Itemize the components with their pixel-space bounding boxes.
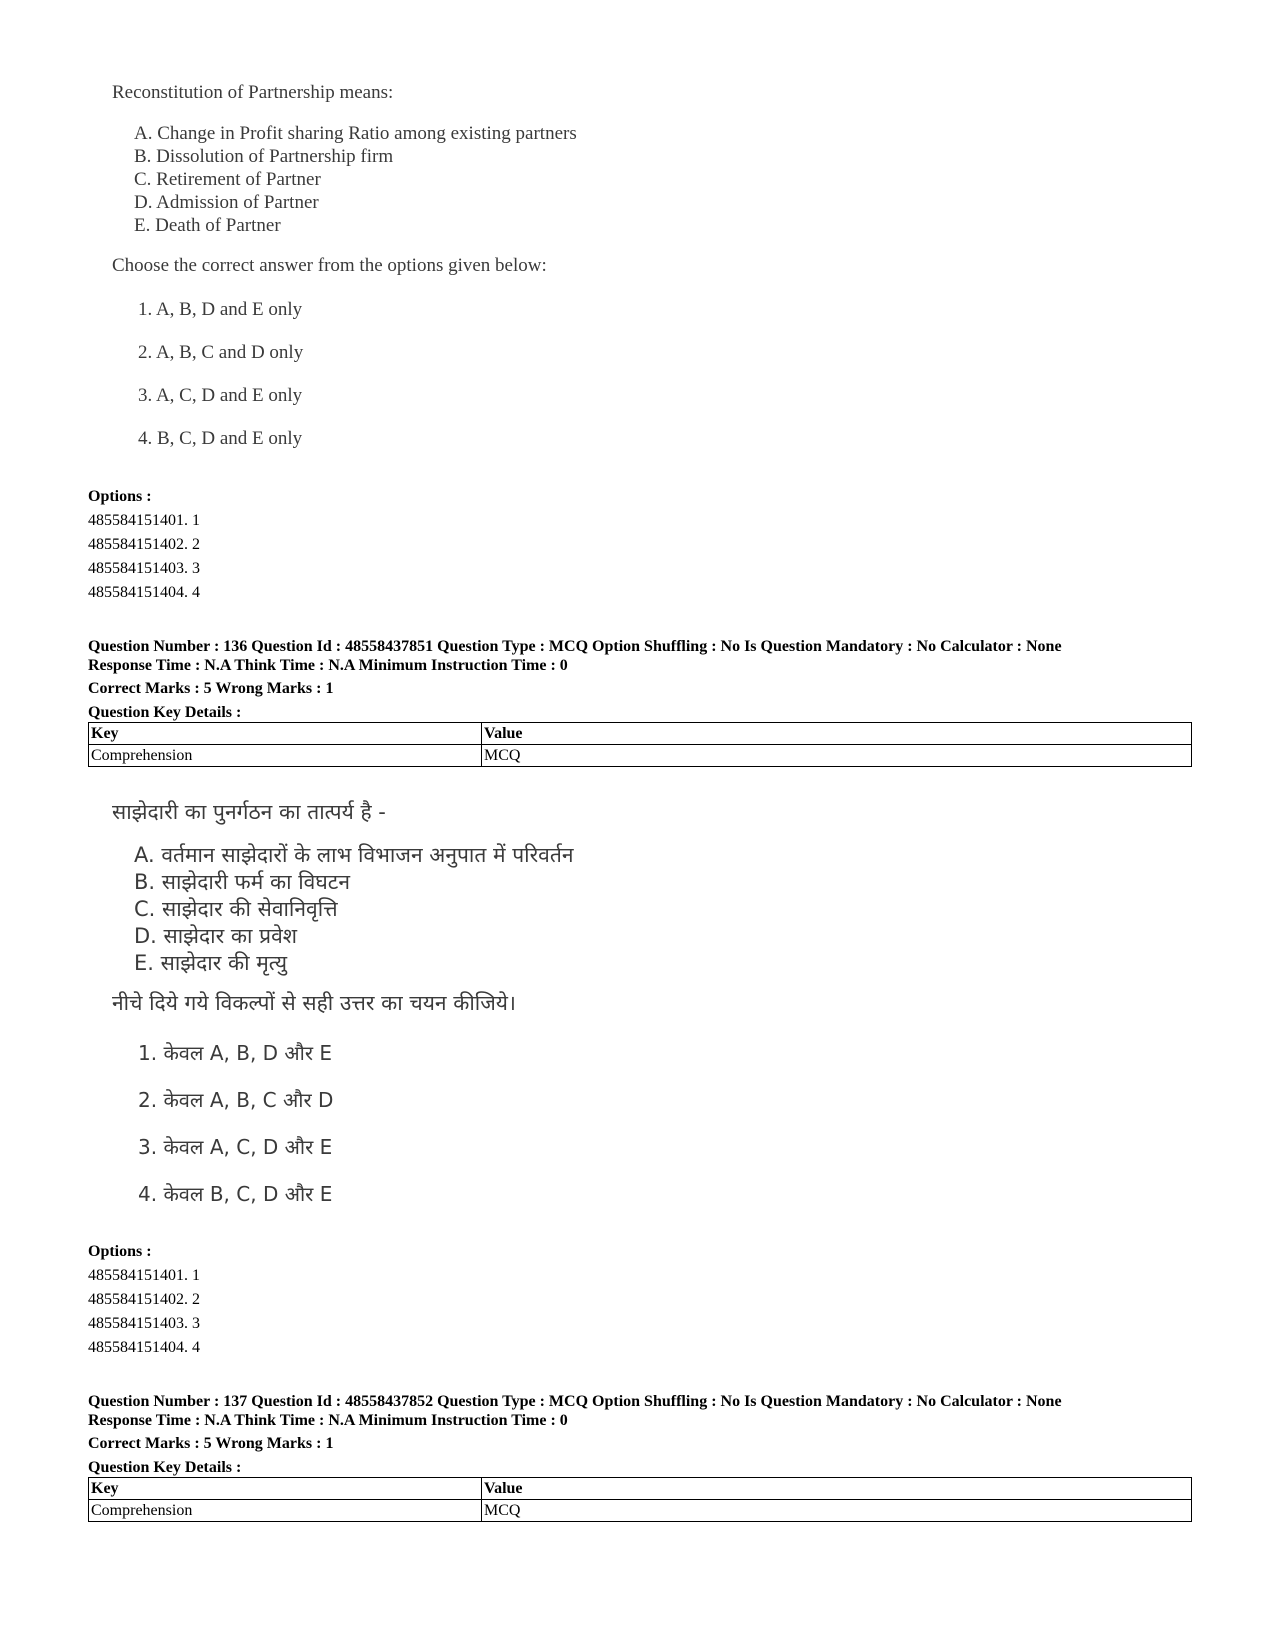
statement-b: B. साझेदारी फर्म का विघटन: [134, 870, 350, 894]
question-meta: [88, 1392, 1062, 1477]
image-option-2: 2. केवल A, B, C और D: [138, 1088, 334, 1112]
question-text: साझेदारी का पुनर्गठन का तात्पर्य है -: [112, 800, 386, 824]
table-cell-key: Comprehension: [89, 745, 482, 767]
option-item: 485584151403. 3: [88, 1315, 200, 1332]
options-title: Options :: [88, 488, 152, 505]
table-cell-key: Comprehension: [89, 1500, 482, 1522]
question-timing-line: Response Time : N.A Think Time : N.A Minimum Instruction Time : 0: [88, 657, 568, 674]
statement-c: C. साझेदार की सेवानिवृत्ति: [134, 897, 338, 921]
question-text: Reconstitution of Partnership means:: [112, 82, 394, 103]
statement-e: E. साझेदार की मृत्यु: [134, 951, 288, 975]
question-key-table: [88, 722, 1192, 767]
table-cell-value: MCQ: [482, 1500, 1192, 1522]
option-item: 485584151403. 3: [88, 560, 200, 577]
statement-a: A. वर्तमान साझेदारों के लाभ विभाजन अनुपात में परिवर्तन: [134, 843, 574, 867]
image-option-4: 4. B, C, D and E only: [138, 428, 303, 449]
question-image-hindi: [112, 798, 573, 1207]
statement-c: C. Retirement of Partner: [134, 169, 321, 190]
question-image-english: [112, 82, 577, 450]
statement-b: B. Dissolution of Partnership firm: [134, 146, 394, 167]
options-list: [88, 485, 200, 605]
table-header-key: Key: [89, 723, 482, 745]
choose-instruction: Choose the correct answer from the options given below:: [112, 255, 547, 276]
option-item: 485584151402. 2: [88, 1291, 200, 1308]
image-option-4: 4. केवल B, C, D और E: [138, 1182, 333, 1206]
options-list: [88, 1240, 200, 1360]
statement-e: E. Death of Partner: [134, 215, 281, 236]
question-key-table: [88, 1477, 1192, 1522]
question-meta-line: Question Number : 136 Question Id : 48558437851 Question Type : MCQ Option Shuffling : No Is Question Mandatory : No Calculator : None: [88, 638, 1062, 655]
option-item: 485584151404. 4: [88, 1339, 200, 1356]
option-item: 485584151404. 4: [88, 584, 200, 601]
key-details-title: Question Key Details :: [88, 1459, 242, 1476]
table-row: [89, 1500, 1192, 1522]
options-title: Options :: [88, 1243, 152, 1260]
statement-a: A. Change in Profit sharing Ratio among existing partners: [134, 123, 577, 144]
question-timing-line: Response Time : N.A Think Time : N.A Minimum Instruction Time : 0: [88, 1412, 568, 1429]
table-header-row: [89, 723, 1192, 745]
question-marks: Correct Marks : 5 Wrong Marks : 1: [88, 1435, 334, 1452]
statement-d: D. Admission of Partner: [134, 192, 319, 213]
statement-d: D. साझेदार का प्रवेश: [134, 924, 298, 948]
question-marks: Correct Marks : 5 Wrong Marks : 1: [88, 680, 334, 697]
choose-instruction: नीचे दिये गये विकल्पों से सही उत्तर का चयन कीजिये।: [112, 991, 516, 1015]
table-row: [89, 745, 1192, 767]
question-meta-line: Question Number : 137 Question Id : 48558437852 Question Type : MCQ Option Shuffling : No Is Question Mandatory : No Calculator : None: [88, 1393, 1062, 1410]
option-item: 485584151401. 1: [88, 512, 200, 529]
table-header-value: Value: [482, 723, 1192, 745]
option-item: 485584151402. 2: [88, 536, 200, 553]
image-option-3: 3. केवल A, C, D और E: [138, 1135, 333, 1159]
key-details-title: Question Key Details :: [88, 704, 242, 721]
image-option-2: 2. A, B, C and D only: [138, 342, 304, 363]
table-header-row: [89, 1478, 1192, 1500]
table-cell-value: MCQ: [482, 745, 1192, 767]
image-option-1: 1. केवल A, B, D और E: [138, 1041, 333, 1065]
table-header-value: Value: [482, 1478, 1192, 1500]
table-header-key: Key: [89, 1478, 482, 1500]
option-item: 485584151401. 1: [88, 1267, 200, 1284]
question-meta: [88, 637, 1062, 722]
image-option-3: 3. A, C, D and E only: [138, 385, 303, 406]
image-option-1: 1. A, B, D and E only: [138, 299, 303, 320]
